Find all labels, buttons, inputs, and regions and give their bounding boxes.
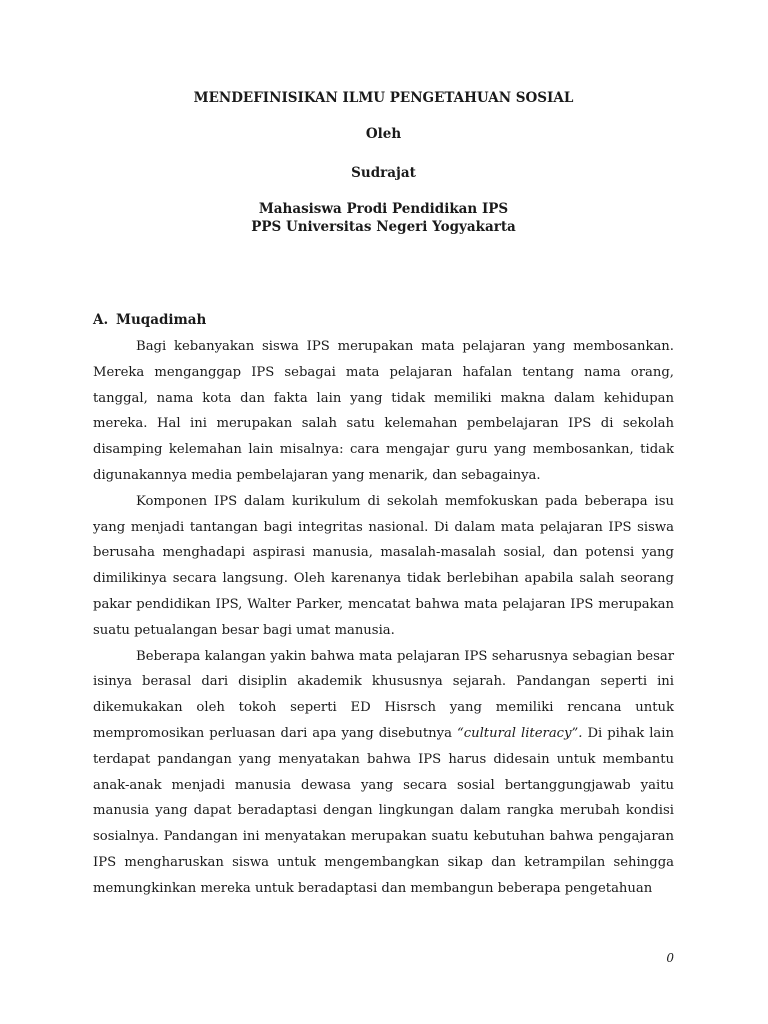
- affiliation-program: Mahasiswa Prodi Pendidikan IPS: [258, 201, 509, 217]
- body-text: [93, 334, 674, 902]
- author-name: Sudrajat: [351, 165, 416, 181]
- page-number: 0: [666, 951, 674, 965]
- paragraph-2: Komponen IPS dalam kurikulum di sekolah memfokuskan pada beberapa isu yang menjadi tantangan bagi integritas nasional. Di dalam mata pelajaran IPS siswa berusaha menghadapi aspirasi manusia, masalah-masalah sosial, dan potensi yang dimilikinya secara langsung. Oleh karenanya tidak berlebihan apabila salah seorang pakar pendidikan IPS, Walter Parker, mencatat bahwa mata pelajaran IPS merupakan suatu petualangan besar bagi umat manusia.: [93, 493, 674, 638]
- cultural-literacy-term: “cultural literacy”.: [456, 725, 583, 741]
- paragraph-3: [93, 644, 674, 902]
- paragraph-3-text-end: Di pihak lain terdapat pandangan yang menyatakan bahwa IPS harus didesain untuk membantu anak-anak menjadi manusia dewasa yang secara sosial bertanggungjawab yaitu manusia yang dapat beradaptasi dengan lingkungan dalam rangka merubah kondisi sosialnya. Pandangan ini menyatakan merupakan suatu kebutuhan bahwa pengajaran IPS mengharuskan siswa untuk mengembangkan sikap dan ketrampilan sehingga memungkinkan mereka untuk beradaptasi dan membangun beberapa pengetahuan: [93, 725, 675, 896]
- section-title: Muqadimah: [116, 312, 207, 328]
- section-number: A.: [93, 312, 109, 328]
- section-heading: [93, 311, 206, 329]
- document-title: MENDEFINISIKAN ILMU PENGETAHUAN SOSIAL: [193, 90, 574, 106]
- affiliation-university: PPS Universitas Negeri Yogyakarta: [251, 219, 516, 235]
- paragraph-3-text-start: Beberapa kalangan yakin bahwa mata pelajaran IPS seharusnya sebagian besar isinya berasal dari disiplin akademik khususnya sejarah. Pandangan seperti ini dikemukakan oleh tokoh seperti ED Hisrsch yang memiliki rencana untuk mempromosikan perluasan dari apa yang disebutnya: [93, 648, 674, 741]
- by-label: Oleh: [365, 126, 402, 142]
- document-page: [93, 0, 674, 1024]
- paragraph-1: Bagi kebanyakan siswa IPS merupakan mata pelajaran yang membosankan. Mereka menganggap IPS sebagai mata pelajaran hafalan tentang nama orang, tanggal, nama kota dan fakta lain yang tidak memiliki makna dalam kehidupan mereka. Hal ini merupakan salah satu kelemahan pembelajaran IPS di sekolah disamping kelemahan lain misalnya: cara mengajar guru yang membosankan, tidak digunakannya media pembelajaran yang menarik, dan sebagainya.: [93, 339, 674, 483]
